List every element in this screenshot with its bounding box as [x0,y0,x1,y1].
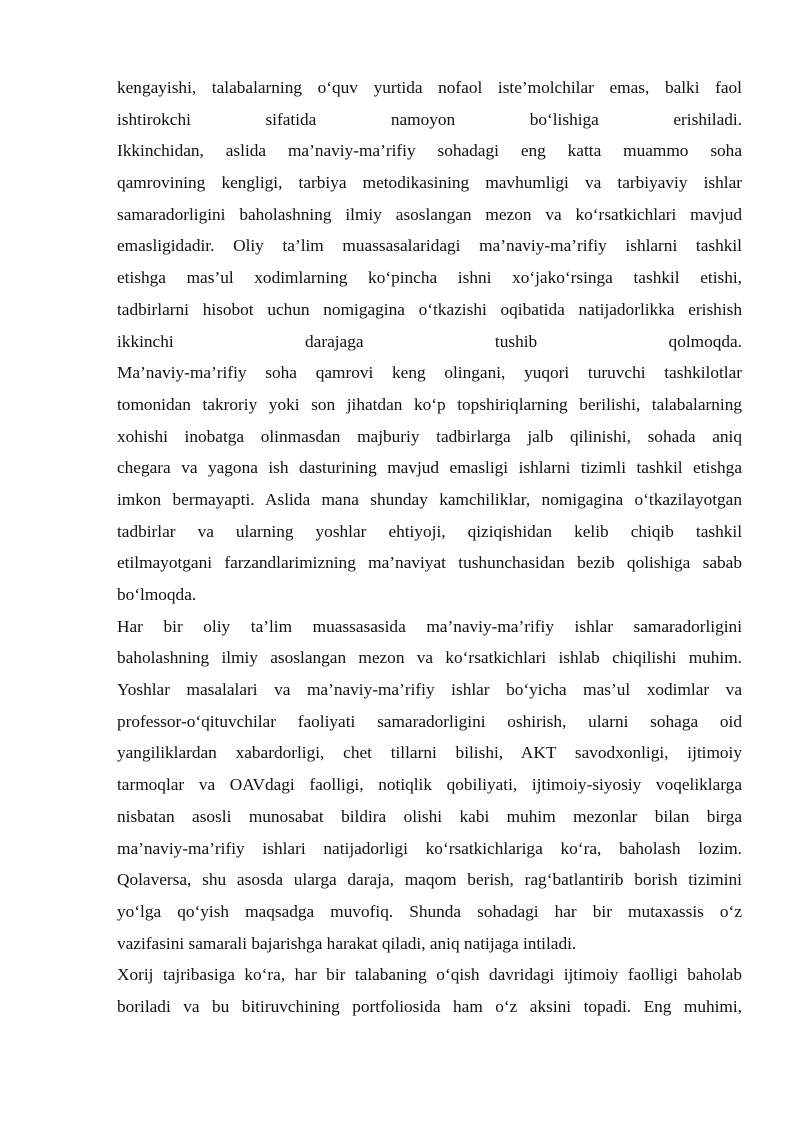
text-line: etishga mas’ul xodimlarning ko‘pincha ishni xo‘jako‘rsinga tashkil etishi, [117,268,742,288]
text-line: vazifasini samarali bajarishga harakat qiladi, aniq natijaga intiladi. [117,933,577,953]
text-line: yangiliklardan xabardorligi, chet tillarni bilishi, AKT savodxonligi, ijtimoiy [117,743,742,763]
text-line: qamrovining kengligi, tarbiya metodikasining mavhumligi va tarbiyaviy ishlar [117,173,742,193]
text-line: Xorij tajribasiga ko‘ra, har bir talabaning o‘qish davridagi ijtimoiy faolligi baholab [117,965,742,985]
text-line: tadbirlar va ularning yoshlar ehtiyoji, qiziqishidan kelib chiqib tashkil [117,521,742,541]
text-line: yo‘lga qo‘yish maqsadga muvofiq. Shunda sohadagi har bir mutaxassis o‘z [117,901,742,921]
text-line: Yoshlar masalalari va ma’naviy-ma’rifiy ishlar bo‘yicha mas’ul xodimlar va [117,680,742,700]
text-line: Har bir oliy ta’lim muassasasida ma’naviy-ma’rifiy ishlar samaradorligini [117,616,742,636]
text-line: samaradorligini baholashning ilmiy asoslangan mezon va ko‘rsatkichlari mavjud [117,204,742,224]
text-line: baholashning ilmiy asoslangan mezon va ko‘rsatkichlari ishlab chiqilishi muhim. [117,648,742,668]
text-line: kengayishi, talabalarning o‘quv yurtida nofaol iste’molchilar emas, balki faol [117,78,742,97]
text-line: etilmayotgani farzandlarimizning ma’naviyat tushunchasidan bezib qolishiga sabab [117,553,742,573]
text-line: ishtirokchi sifatida namoyon bo‘lishiga erishiladi. [117,109,742,129]
text-line: tadbirlarni hisobot uchun nomigagina o‘tkazishi oqibatida natijadorlikka erishish [117,299,742,319]
text-line: tarmoqlar va OAVdagi faolligi, notiqlik qobiliyati, ijtimoiy-siyosiy voqeliklarga [117,775,742,795]
text-line: ma’naviy-ma’rifiy ishlari natijadorligi ko‘rsatkichlariga ko‘ra, baholash lozim. [117,838,742,858]
text-line: tomonidan takroriy yoki son jihatdan ko‘p topshiriqlarning berilishi, talabalarning [117,394,742,414]
document-body-text [117,72,742,1023]
text-line: professor-o‘qituvchilar faoliyati samaradorligini oshirish, ularni sohaga oid [117,711,742,731]
text-line: ikkinchi darajaga tushib qolmoqda. [117,331,742,351]
text-line: imkon bermayapti. Aslida mana shunday kamchiliklar, nomigagina o‘tkazilayotgan [117,489,742,509]
text-line: emasligidadir. Oliy ta’lim muassasalaridagi ma’naviy-ma’rifiy ishlarni tashkil [117,236,742,256]
text-line: Ma’naviy-ma’rifiy soha qamrovi keng olingani, yuqori turuvchi tashkilotlar [117,363,742,383]
text-line: nisbatan asosli munosabat bildira olishi kabi muhim mezonlar bilan birga [117,806,742,826]
text-line: boriladi va bu bitiruvchining portfoliosida ham o‘z aksini topadi. Eng muhimi, [117,996,742,1016]
text-line: bo‘lmoqda. [117,585,197,604]
text-line: chegara va yagona ish dasturining mavjud emasligi ishlarni tizimli tashkil etishga [117,458,742,478]
text-line: Ikkinchidan, aslida ma’naviy-ma’rifiy sohadagi eng katta muammo soha [117,141,742,161]
text-line: xohishi inobatga olinmasdan majburiy tadbirlarga jalb qilinishi, sohada aniq [117,426,742,446]
text-line: Qolaversa, shu asosda ularga daraja, maqom berish, rag‘batlantirib borish tizimini [117,870,742,890]
